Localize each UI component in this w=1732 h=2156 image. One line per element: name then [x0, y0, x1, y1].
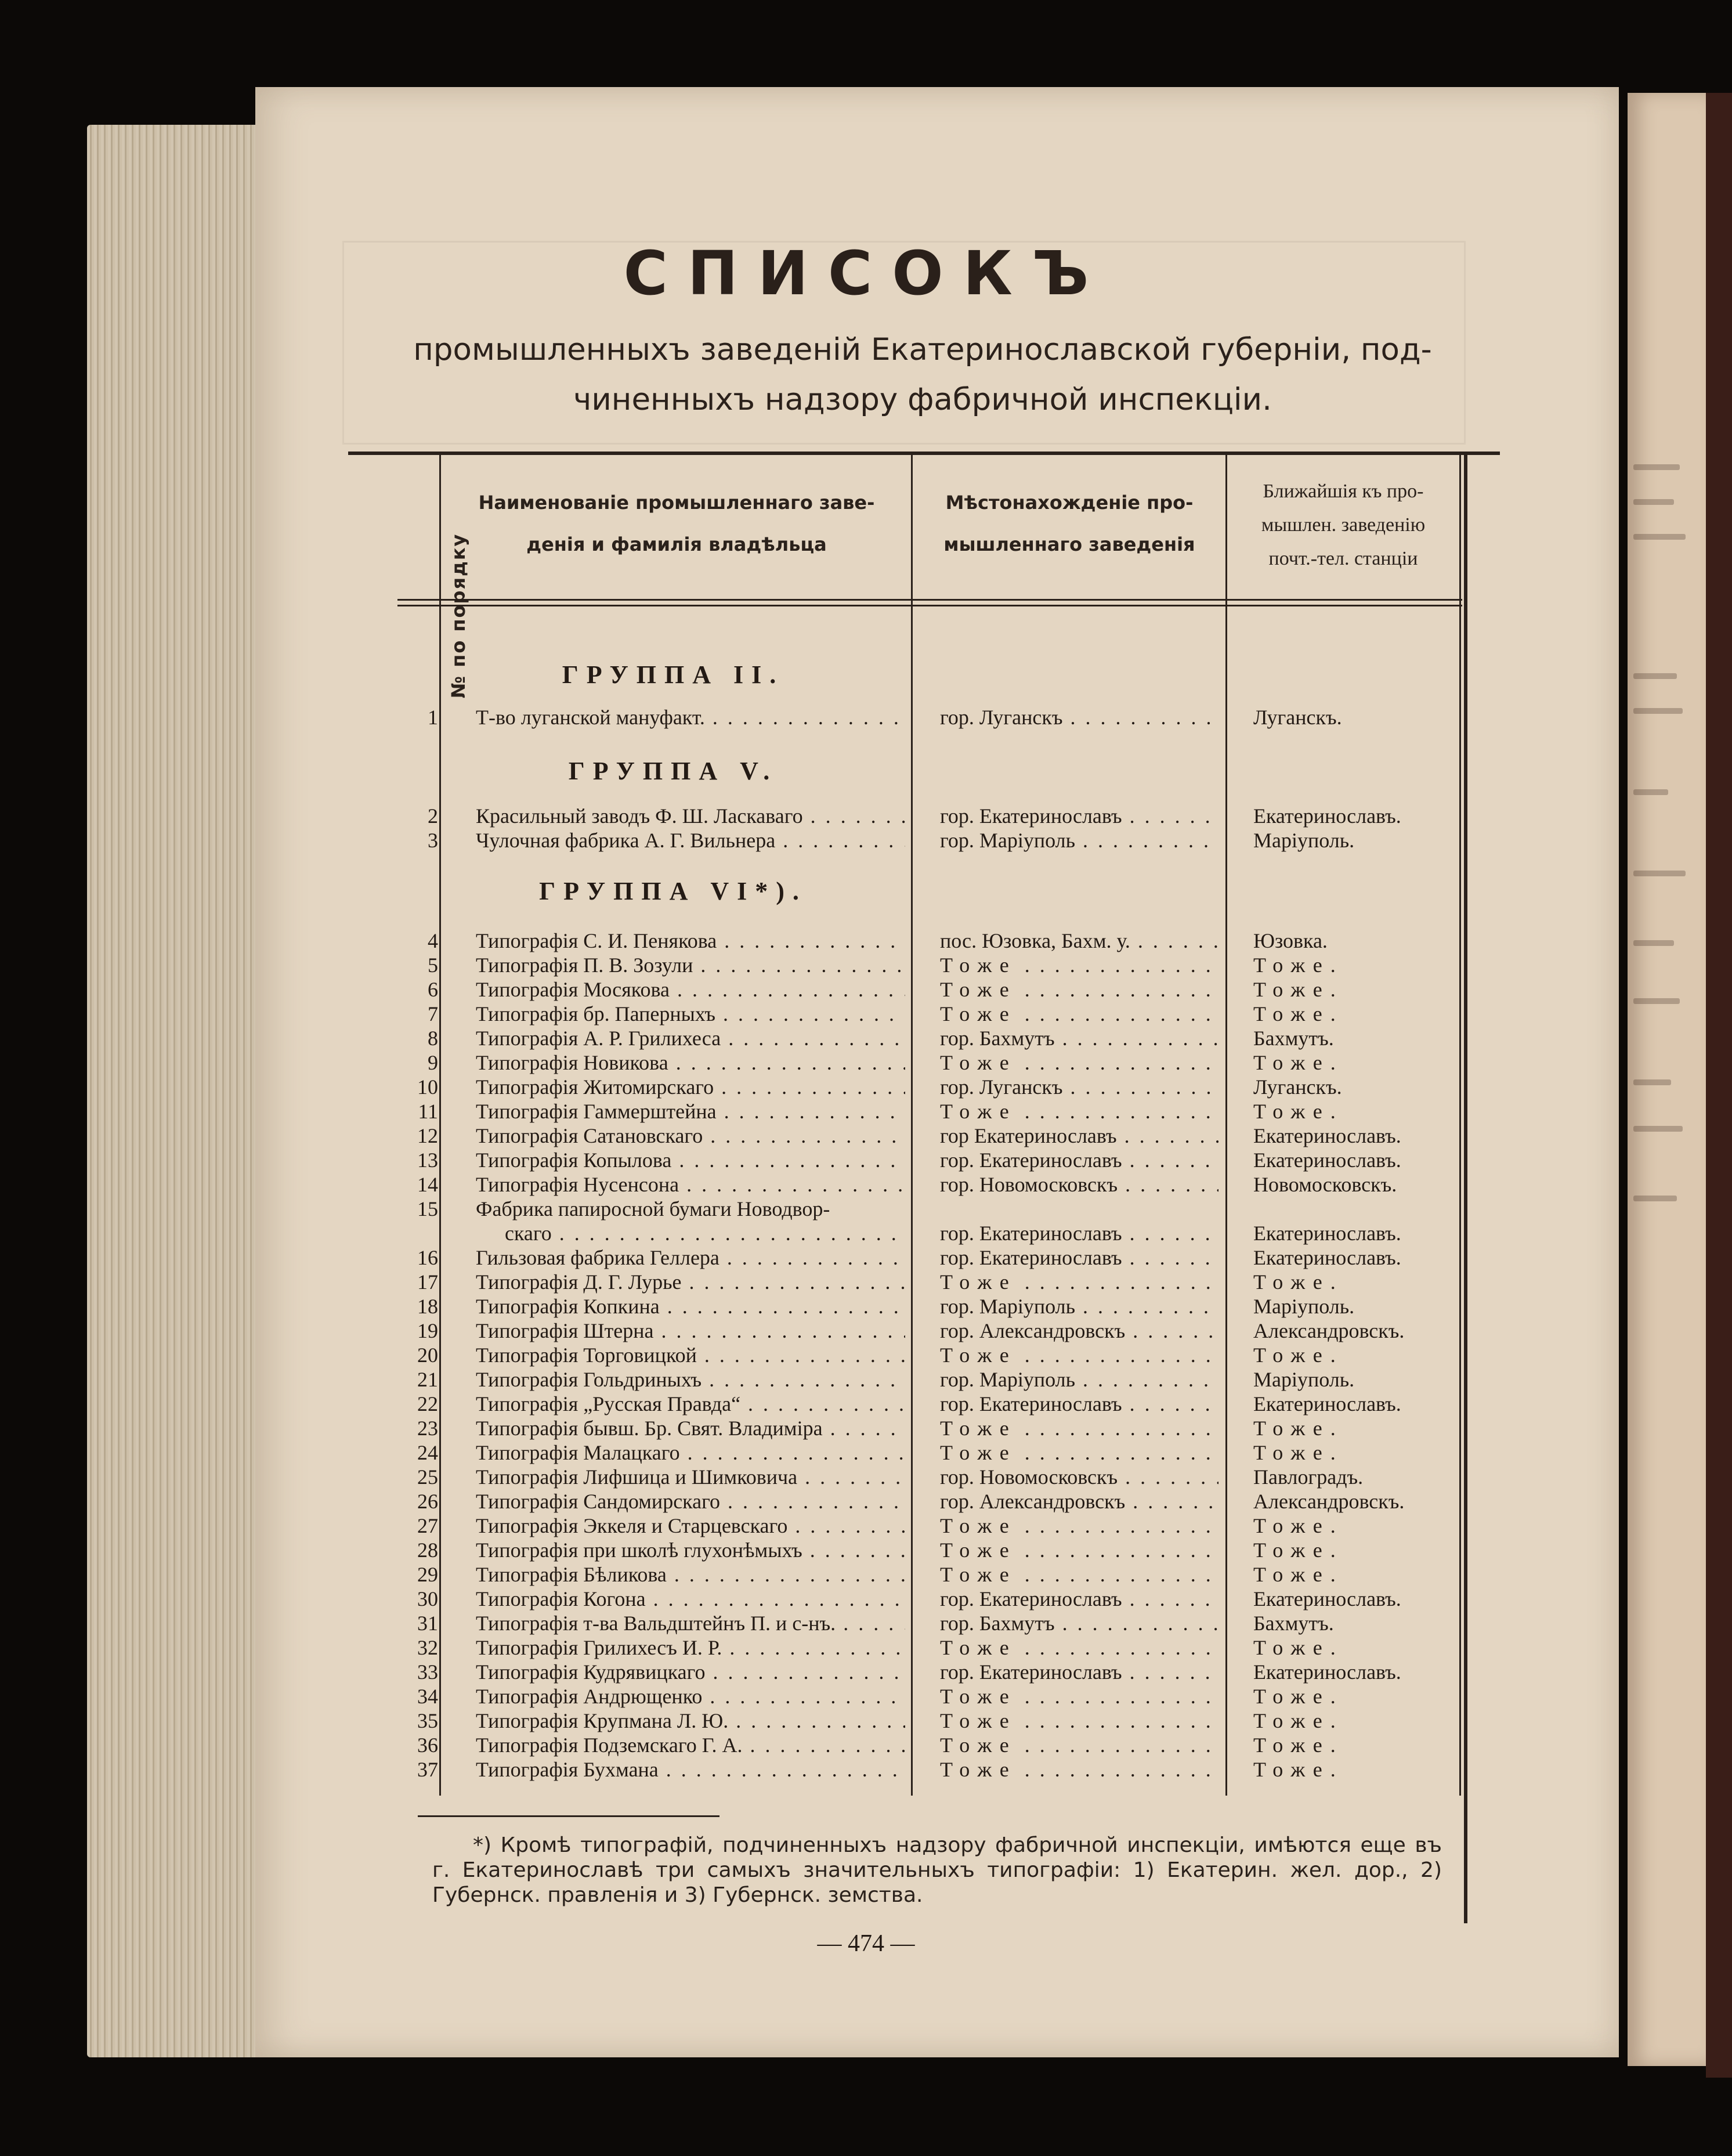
row-location: гор. Александровскъ . . .	[940, 1489, 1218, 1514]
row-name: Типографія бывш. Бр. Свят. Владиміра . . .	[476, 1416, 905, 1441]
row-station: Тоже.	[1253, 1636, 1344, 1659]
row-number: 2	[428, 804, 438, 828]
page-title: СПИСОКЪ	[623, 238, 1109, 309]
row-number: 29	[417, 1563, 438, 1586]
row-location: пос. Юзовка, Бахм. у. . . .	[940, 929, 1218, 954]
row-number: 17	[417, 1270, 438, 1294]
row-name: Типографія П. В. Зозули . . .	[476, 953, 905, 978]
table-row	[0, 1465, 1732, 1490]
row-location: Тоже . . .	[940, 1440, 1218, 1465]
row-location: гор. Новомосковскъ . . .	[940, 1465, 1218, 1490]
row-name: Т-во луганской мануфакт. . . .	[476, 705, 905, 730]
row-station: Тоже.	[1253, 1514, 1344, 1537]
row-station: Маріуполь.	[1253, 829, 1355, 852]
row-location: Тоже . . .	[940, 1099, 1218, 1124]
row-station: Александровскъ.	[1253, 1319, 1405, 1342]
table-row	[0, 1319, 1732, 1344]
row-number: 22	[417, 1392, 438, 1415]
row-location: гор. Екатеринославъ . . .	[940, 1392, 1218, 1417]
row-name-continued: скаго . . .	[505, 1221, 905, 1246]
row-name: Типографія Д. Г. Лурье . . .	[476, 1270, 905, 1295]
row-name: Типографія Крупмана Л. Ю. . . .	[476, 1709, 905, 1734]
table-row	[0, 1002, 1732, 1027]
group-heading: ГРУППА V.	[568, 757, 778, 785]
row-location: Тоже . . .	[940, 977, 1218, 1002]
row-number: 14	[417, 1173, 438, 1196]
table-row	[0, 705, 1732, 730]
row-number: 27	[417, 1514, 438, 1537]
row-name: Типографія Сатановскаго . . .	[476, 1124, 905, 1149]
row-station: Екатеринославъ.	[1253, 1392, 1401, 1415]
row-number: 36	[417, 1734, 438, 1757]
row-name: Типографія бр. Паперныхъ . . .	[476, 1002, 905, 1027]
header-rule-1	[397, 599, 1462, 601]
row-station: Бахмутъ.	[1253, 1612, 1334, 1635]
table-top-rule	[348, 452, 1500, 455]
table-row	[0, 1197, 1732, 1222]
row-number: 7	[428, 1002, 438, 1025]
row-name: Типографія С. И. Пенякова . . .	[476, 929, 905, 954]
table-row	[0, 1148, 1732, 1173]
row-number: 24	[417, 1441, 438, 1464]
table-row	[0, 929, 1732, 954]
row-station: Тоже.	[1253, 1100, 1344, 1123]
row-station: Екатеринославъ.	[1253, 1660, 1401, 1684]
row-name: Типографія Копылова . . .	[476, 1148, 905, 1173]
header-number: № по порядку	[447, 533, 469, 699]
row-name: Типографія т-ва Вальдштейнъ П. и с-нъ. . . .	[476, 1611, 905, 1636]
row-number: 13	[417, 1149, 438, 1172]
row-location: гор. Бахмутъ . . .	[940, 1611, 1218, 1636]
row-station: Тоже.	[1253, 1758, 1344, 1781]
table-row	[0, 1635, 1732, 1660]
row-location: Тоже . . .	[940, 1002, 1218, 1027]
row-station: Екатеринославъ.	[1253, 1149, 1401, 1172]
table-row	[0, 1587, 1732, 1612]
row-name: Типографія Гольдриныхъ . . .	[476, 1367, 905, 1392]
row-number: 16	[417, 1246, 438, 1269]
row-number: 3	[428, 829, 438, 852]
table-row	[0, 1392, 1732, 1417]
row-number: 26	[417, 1490, 438, 1513]
row-station: Екатеринославъ.	[1253, 804, 1401, 828]
row-name: Типографія Мосякова . . .	[476, 977, 905, 1002]
header-nearest-station: Ближайшія къ про- мышлен. заведенію почт.-тел. станціи	[1261, 481, 1426, 569]
row-name: Типографія Подземскаго Г. А. . . .	[476, 1733, 905, 1758]
row-number: 10	[417, 1075, 438, 1099]
row-station: Екатеринославъ.	[1253, 1124, 1401, 1147]
row-location: Тоже . . .	[940, 1562, 1218, 1587]
table-row	[0, 1514, 1732, 1539]
row-name: Типографія Малацкаго . . .	[476, 1440, 905, 1465]
row-station: Тоже.	[1253, 1685, 1344, 1708]
row-name: Типографія А. Р. Грилихеса . . .	[476, 1026, 905, 1051]
table-row	[0, 1050, 1732, 1075]
row-location: Тоже . . .	[940, 1514, 1218, 1539]
row-location: гор. Александровскъ . . .	[940, 1319, 1218, 1344]
row-station: Новомосковскъ.	[1253, 1173, 1397, 1196]
row-name: Типографія Новикова . . .	[476, 1050, 905, 1075]
row-location: Тоже . . .	[940, 1270, 1218, 1295]
group-heading: ГРУППА VI*).	[539, 877, 807, 905]
row-station: Тоже.	[1253, 1270, 1344, 1294]
table-row	[0, 1733, 1732, 1758]
row-name: Типографія Нусенсона . . .	[476, 1172, 905, 1197]
row-station: Маріуполь.	[1253, 1295, 1355, 1318]
row-station: Луганскъ.	[1253, 1075, 1342, 1099]
row-location: Тоже . . .	[940, 1050, 1218, 1075]
row-station: Тоже.	[1253, 978, 1344, 1001]
row-location: гор. Бахмутъ . . .	[940, 1026, 1218, 1051]
table-row	[0, 1709, 1732, 1734]
row-number: 34	[417, 1685, 438, 1708]
table-row	[0, 1124, 1732, 1149]
row-name: Типографія Андрющенко . . .	[476, 1684, 905, 1709]
row-number: 31	[417, 1612, 438, 1635]
row-station: Тоже.	[1253, 1441, 1344, 1464]
row-location: Тоже . . .	[940, 1684, 1218, 1709]
table-row	[0, 1440, 1732, 1465]
row-number: 15	[417, 1197, 438, 1220]
row-name: Типографія Бѣликова . . .	[476, 1562, 905, 1587]
table-row	[0, 1611, 1732, 1636]
row-number: 25	[417, 1465, 438, 1489]
row-location: Тоже . . .	[940, 1709, 1218, 1734]
row-number: 19	[417, 1319, 438, 1342]
row-number: 23	[417, 1417, 438, 1440]
row-station: Маріуполь.	[1253, 1368, 1355, 1391]
table-row	[0, 1660, 1732, 1685]
footnote: *) Кромѣ типографій, подчиненныхъ надзору фабричной инспекціи, имѣются еще въ г. Екатеринославѣ три самыхъ значительныхъ типографіи: 1) Екатерин. жел. дор., 2) Губернск. правленія и 3) Губернск. земства.	[432, 1833, 1442, 1907]
row-station: Юзовка.	[1253, 929, 1328, 952]
row-number: 5	[428, 954, 438, 977]
row-number: 6	[428, 978, 438, 1001]
row-number: 33	[417, 1660, 438, 1684]
row-number: 30	[417, 1587, 438, 1610]
row-station: Тоже.	[1253, 1417, 1344, 1440]
table-row	[0, 1416, 1732, 1441]
row-location: гор. Екатеринославъ . . .	[940, 1221, 1218, 1246]
table-row	[0, 1245, 1732, 1270]
row-station: Тоже.	[1253, 1002, 1344, 1025]
row-station: Павлоградъ.	[1253, 1465, 1364, 1489]
table-row	[0, 1294, 1732, 1319]
row-name: Типографія Кудрявицкаго . . .	[476, 1660, 905, 1685]
row-name: Типографія Бухмана . . .	[476, 1757, 905, 1782]
row-name: Типографія Житомирскаго . . .	[476, 1075, 905, 1100]
row-station: Александровскъ.	[1253, 1490, 1405, 1513]
row-location: Тоже . . .	[940, 1635, 1218, 1660]
row-name: Типографія Когона . . .	[476, 1587, 905, 1612]
row-station: Луганскъ.	[1253, 706, 1342, 729]
row-station: Екатеринославъ.	[1253, 1222, 1401, 1245]
subtitle-line-2: чиненныхъ надзору фабричной инспекціи.	[573, 382, 1272, 417]
row-number: 18	[417, 1295, 438, 1318]
table-row	[0, 1075, 1732, 1100]
row-station: Тоже.	[1253, 1734, 1344, 1757]
row-location: гор. Новомосковскъ . . .	[940, 1172, 1218, 1197]
row-number: 1	[428, 706, 438, 729]
row-name: Типографія Гаммерштейна . . .	[476, 1099, 905, 1124]
page-number: — 474 —	[817, 1930, 915, 1957]
table-row	[0, 1270, 1732, 1295]
table-row	[0, 1538, 1732, 1563]
row-location: Тоже . . .	[940, 1733, 1218, 1758]
table-row	[0, 828, 1732, 853]
table-row	[0, 953, 1732, 978]
row-number: 32	[417, 1636, 438, 1659]
row-station: Тоже.	[1253, 954, 1344, 977]
row-location: гор. Екатеринославъ . . .	[940, 1148, 1218, 1173]
row-name: Типографія „Русская Правда“ . . .	[476, 1392, 905, 1417]
row-location: Тоже . . .	[940, 1757, 1218, 1782]
group-heading: ГРУППА II.	[562, 660, 784, 689]
row-location: гор. Луганскъ . . .	[940, 1075, 1218, 1100]
row-name: Гильзовая фабрика Геллера . . .	[476, 1245, 905, 1270]
table-row	[0, 1757, 1732, 1782]
header-location: Мѣстонахожденіе про- мышленнаго заведенія	[943, 492, 1195, 555]
row-number: 11	[418, 1100, 438, 1123]
row-number: 12	[417, 1124, 438, 1147]
header-name: Наименованіе промышленнаго заве- денія и фамилія владѣльца	[478, 492, 875, 555]
table-row	[0, 1099, 1732, 1124]
row-number: 21	[417, 1368, 438, 1391]
row-station: Тоже.	[1253, 1344, 1344, 1367]
row-name: Типографія Штерна . . .	[476, 1319, 905, 1344]
table-row	[0, 1026, 1732, 1051]
row-station: Тоже.	[1253, 1051, 1344, 1074]
header-rule-2	[397, 605, 1462, 606]
row-location: Тоже . . .	[940, 953, 1218, 978]
subtitle-line-1: промышленныхъ заведеній Екатеринославской губерніи, под-	[413, 332, 1432, 367]
row-number: 9	[428, 1051, 438, 1074]
row-name: Типографія при школѣ глухонѣмыхъ . . .	[476, 1538, 905, 1563]
table-row	[0, 1172, 1732, 1197]
row-station: Екатеринославъ.	[1253, 1246, 1401, 1269]
row-name: Типографія Грилихесъ И. Р. . . .	[476, 1635, 905, 1660]
row-location: гор. Екатеринославъ . . .	[940, 1587, 1218, 1612]
row-name: Типографія Торговицкой . . .	[476, 1343, 905, 1368]
row-location: Тоже . . .	[940, 1343, 1218, 1368]
row-station: Тоже.	[1253, 1539, 1344, 1562]
row-name: Типографія Лифшица и Шимковича . . .	[476, 1465, 905, 1490]
row-name: Чулочная фабрика А. Г. Вильнера . . .	[476, 828, 905, 853]
row-location: Тоже . . .	[940, 1416, 1218, 1441]
table-row	[0, 1489, 1732, 1514]
row-number: 20	[417, 1344, 438, 1367]
row-name: Типографія Копкина . . .	[476, 1294, 905, 1319]
row-location: гор. Маріуполь . . .	[940, 1294, 1218, 1319]
row-station: Екатеринославъ.	[1253, 1587, 1401, 1610]
table-row	[0, 1367, 1732, 1392]
row-name: Красильный заводъ Ф. Ш. Ласкаваго . . .	[476, 804, 905, 829]
row-location: гор. Екатеринославъ . . .	[940, 1660, 1218, 1685]
row-number: 37	[417, 1758, 438, 1781]
table-row	[0, 804, 1732, 829]
row-location: гор. Маріуполь . . .	[940, 828, 1218, 853]
row-number: 35	[417, 1709, 438, 1732]
table-row	[0, 1343, 1732, 1368]
row-location: гор. Луганскъ . . .	[940, 705, 1218, 730]
row-location: гор Екатеринославъ . . .	[940, 1124, 1218, 1149]
row-location: гор. Маріуполь . . .	[940, 1367, 1218, 1392]
row-number: 8	[428, 1027, 438, 1050]
table-row	[0, 1684, 1732, 1709]
row-location: Тоже . . .	[940, 1538, 1218, 1563]
table-row	[0, 1562, 1732, 1587]
table-row	[0, 977, 1732, 1002]
row-station: Тоже.	[1253, 1709, 1344, 1732]
row-location: гор. Екатеринославъ . . .	[940, 1245, 1218, 1270]
row-number: 4	[428, 929, 438, 952]
table-row-continuation	[0, 1221, 1732, 1246]
row-station: Бахмутъ.	[1253, 1027, 1334, 1050]
row-name: Фабрика папиросной бумаги Новодвор-	[476, 1197, 830, 1220]
row-name: Типографія Эккеля и Старцевскаго . . .	[476, 1514, 905, 1539]
row-station: Тоже.	[1253, 1563, 1344, 1586]
footnote-rule	[418, 1815, 719, 1817]
row-number: 28	[417, 1539, 438, 1562]
row-name: Типографія Сандомирскаго . . .	[476, 1489, 905, 1514]
row-location: гор. Екатеринославъ . . .	[940, 804, 1218, 829]
